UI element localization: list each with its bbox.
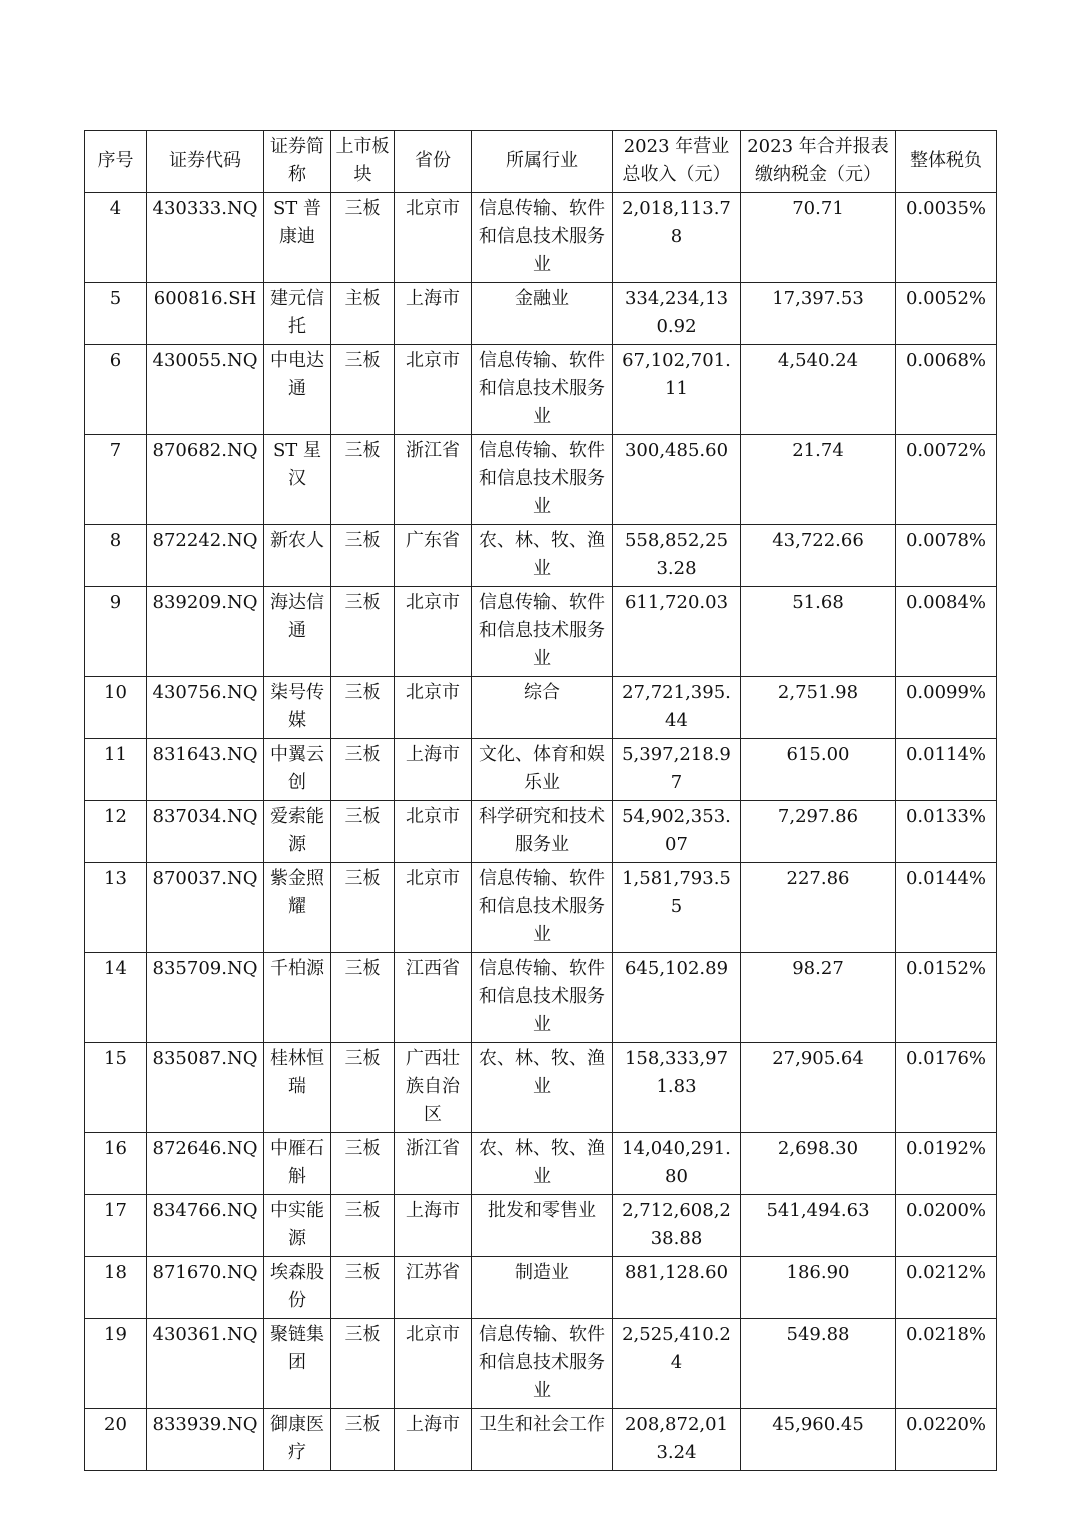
cell-tax-burden: 0.0078% (896, 525, 997, 587)
table-row (85, 1319, 997, 1409)
cell-code: 831643.NQ (147, 739, 264, 801)
cell-tax: 7,297.86 (741, 801, 896, 863)
cell-industry: 信息传输、软件和信息技术服务业 (472, 435, 613, 525)
header-tax: 2023 年合并报表缴纳税金（元） (741, 131, 896, 193)
cell-industry: 信息传输、软件和信息技术服务业 (472, 863, 613, 953)
table-row (85, 345, 997, 435)
cell-index: 15 (85, 1043, 147, 1133)
cell-revenue: 27,721,395.44 (613, 677, 741, 739)
table-row (85, 193, 997, 283)
table-row (85, 677, 997, 739)
cell-index: 13 (85, 863, 147, 953)
cell-board: 三板 (331, 587, 395, 677)
cell-tax-burden: 0.0220% (896, 1409, 997, 1471)
cell-tax: 541,494.63 (741, 1195, 896, 1257)
cell-index: 9 (85, 587, 147, 677)
cell-revenue: 2,712,608,238.88 (613, 1195, 741, 1257)
cell-province: 上海市 (395, 283, 472, 345)
cell-short-name: ST 普康迪 (264, 193, 331, 283)
table-row (85, 801, 997, 863)
cell-board: 三板 (331, 193, 395, 283)
cell-code: 872646.NQ (147, 1133, 264, 1195)
cell-tax: 615.00 (741, 739, 896, 801)
cell-industry: 卫生和社会工作 (472, 1409, 613, 1471)
cell-industry: 信息传输、软件和信息技术服务业 (472, 345, 613, 435)
cell-province: 北京市 (395, 863, 472, 953)
table-header-row (85, 131, 997, 193)
cell-province: 浙江省 (395, 1133, 472, 1195)
table-row (85, 283, 997, 345)
cell-industry: 农、林、牧、渔业 (472, 1133, 613, 1195)
table-row (85, 863, 997, 953)
cell-board: 三板 (331, 345, 395, 435)
cell-code: 871670.NQ (147, 1257, 264, 1319)
cell-code: 839209.NQ (147, 587, 264, 677)
cell-revenue: 5,397,218.97 (613, 739, 741, 801)
cell-board: 三板 (331, 1319, 395, 1409)
cell-industry: 综合 (472, 677, 613, 739)
cell-tax: 45,960.45 (741, 1409, 896, 1471)
cell-tax: 21.74 (741, 435, 896, 525)
cell-industry: 农、林、牧、渔业 (472, 525, 613, 587)
cell-tax-burden: 0.0152% (896, 953, 997, 1043)
cell-industry: 金融业 (472, 283, 613, 345)
cell-revenue: 881,128.60 (613, 1257, 741, 1319)
cell-revenue: 334,234,130.92 (613, 283, 741, 345)
cell-board: 三板 (331, 1195, 395, 1257)
cell-tax-burden: 0.0218% (896, 1319, 997, 1409)
cell-tax-burden: 0.0052% (896, 283, 997, 345)
cell-index: 10 (85, 677, 147, 739)
cell-code: 835709.NQ (147, 953, 264, 1043)
cell-code: 600816.SH (147, 283, 264, 345)
cell-province: 上海市 (395, 739, 472, 801)
table-row (85, 1257, 997, 1319)
cell-industry: 信息传输、软件和信息技术服务业 (472, 1319, 613, 1409)
table-row (85, 1133, 997, 1195)
cell-revenue: 1,581,793.55 (613, 863, 741, 953)
cell-short-name: 新农人 (264, 525, 331, 587)
cell-revenue: 54,902,353.07 (613, 801, 741, 863)
cell-code: 833939.NQ (147, 1409, 264, 1471)
cell-tax: 2,751.98 (741, 677, 896, 739)
cell-index: 18 (85, 1257, 147, 1319)
cell-industry: 批发和零售业 (472, 1195, 613, 1257)
table-row (85, 1409, 997, 1471)
cell-index: 6 (85, 345, 147, 435)
cell-code: 835087.NQ (147, 1043, 264, 1133)
cell-short-name: 紫金照耀 (264, 863, 331, 953)
cell-revenue: 14,040,291.80 (613, 1133, 741, 1195)
cell-province: 上海市 (395, 1409, 472, 1471)
cell-code: 430055.NQ (147, 345, 264, 435)
cell-revenue: 611,720.03 (613, 587, 741, 677)
cell-tax-burden: 0.0200% (896, 1195, 997, 1257)
cell-tax: 549.88 (741, 1319, 896, 1409)
cell-short-name: 爱索能源 (264, 801, 331, 863)
cell-province: 上海市 (395, 1195, 472, 1257)
cell-code: 430333.NQ (147, 193, 264, 283)
cell-code: 430361.NQ (147, 1319, 264, 1409)
cell-index: 19 (85, 1319, 147, 1409)
table-row (85, 587, 997, 677)
cell-tax-burden: 0.0192% (896, 1133, 997, 1195)
cell-tax-burden: 0.0072% (896, 435, 997, 525)
cell-index: 11 (85, 739, 147, 801)
cell-tax: 43,722.66 (741, 525, 896, 587)
cell-tax: 27,905.64 (741, 1043, 896, 1133)
cell-short-name: 埃森股份 (264, 1257, 331, 1319)
header-tax-burden: 整体税负 (896, 131, 997, 193)
cell-industry: 文化、体育和娱乐业 (472, 739, 613, 801)
cell-revenue: 208,872,013.24 (613, 1409, 741, 1471)
cell-tax-burden: 0.0099% (896, 677, 997, 739)
cell-tax-burden: 0.0176% (896, 1043, 997, 1133)
cell-tax: 17,397.53 (741, 283, 896, 345)
cell-province: 北京市 (395, 193, 472, 283)
header-code: 证券代码 (147, 131, 264, 193)
cell-board: 三板 (331, 953, 395, 1043)
cell-short-name: 海达信通 (264, 587, 331, 677)
cell-tax-burden: 0.0084% (896, 587, 997, 677)
cell-short-name: 中雁石斛 (264, 1133, 331, 1195)
cell-board: 主板 (331, 283, 395, 345)
cell-province: 江西省 (395, 953, 472, 1043)
cell-code: 872242.NQ (147, 525, 264, 587)
header-board: 上市板块 (331, 131, 395, 193)
cell-industry: 信息传输、软件和信息技术服务业 (472, 193, 613, 283)
cell-short-name: ST 星汉 (264, 435, 331, 525)
cell-short-name: 柒号传媒 (264, 677, 331, 739)
header-province: 省份 (395, 131, 472, 193)
cell-province: 北京市 (395, 801, 472, 863)
cell-revenue: 67,102,701.11 (613, 345, 741, 435)
cell-index: 7 (85, 435, 147, 525)
cell-board: 三板 (331, 1133, 395, 1195)
cell-short-name: 桂林恒瑞 (264, 1043, 331, 1133)
cell-revenue: 2,525,410.24 (613, 1319, 741, 1409)
cell-index: 16 (85, 1133, 147, 1195)
cell-revenue: 558,852,253.28 (613, 525, 741, 587)
cell-board: 三板 (331, 863, 395, 953)
cell-index: 14 (85, 953, 147, 1043)
cell-revenue: 2,018,113.78 (613, 193, 741, 283)
cell-tax: 98.27 (741, 953, 896, 1043)
table-row (85, 1043, 997, 1133)
cell-industry: 信息传输、软件和信息技术服务业 (472, 953, 613, 1043)
cell-board: 三板 (331, 525, 395, 587)
cell-province: 浙江省 (395, 435, 472, 525)
cell-board: 三板 (331, 1043, 395, 1133)
cell-code: 870037.NQ (147, 863, 264, 953)
cell-board: 三板 (331, 677, 395, 739)
header-index: 序号 (85, 131, 147, 193)
cell-short-name: 聚链集团 (264, 1319, 331, 1409)
cell-tax: 70.71 (741, 193, 896, 283)
cell-tax: 4,540.24 (741, 345, 896, 435)
cell-tax: 227.86 (741, 863, 896, 953)
cell-code: 834766.NQ (147, 1195, 264, 1257)
cell-industry: 制造业 (472, 1257, 613, 1319)
cell-code: 837034.NQ (147, 801, 264, 863)
cell-board: 三板 (331, 1409, 395, 1471)
cell-short-name: 御康医疗 (264, 1409, 331, 1471)
cell-province: 广东省 (395, 525, 472, 587)
cell-province: 北京市 (395, 677, 472, 739)
cell-industry: 信息传输、软件和信息技术服务业 (472, 587, 613, 677)
cell-province: 北京市 (395, 1319, 472, 1409)
cell-index: 5 (85, 283, 147, 345)
cell-province: 北京市 (395, 345, 472, 435)
cell-short-name: 中电达通 (264, 345, 331, 435)
cell-tax-burden: 0.0212% (896, 1257, 997, 1319)
cell-tax: 186.90 (741, 1257, 896, 1319)
cell-tax-burden: 0.0144% (896, 863, 997, 953)
cell-tax-burden: 0.0035% (896, 193, 997, 283)
cell-tax-burden: 0.0133% (896, 801, 997, 863)
cell-board: 三板 (331, 801, 395, 863)
cell-tax: 51.68 (741, 587, 896, 677)
cell-tax: 2,698.30 (741, 1133, 896, 1195)
cell-tax-burden: 0.0068% (896, 345, 997, 435)
cell-revenue: 645,102.89 (613, 953, 741, 1043)
header-industry: 所属行业 (472, 131, 613, 193)
cell-index: 20 (85, 1409, 147, 1471)
cell-index: 17 (85, 1195, 147, 1257)
cell-board: 三板 (331, 435, 395, 525)
table-row (85, 525, 997, 587)
cell-board: 三板 (331, 1257, 395, 1319)
cell-industry: 科学研究和技术服务业 (472, 801, 613, 863)
cell-index: 8 (85, 525, 147, 587)
cell-revenue: 300,485.60 (613, 435, 741, 525)
cell-province: 广西壮族自治区 (395, 1043, 472, 1133)
cell-industry: 农、林、牧、渔业 (472, 1043, 613, 1133)
table-row (85, 739, 997, 801)
table-body (85, 193, 997, 1471)
cell-code: 430756.NQ (147, 677, 264, 739)
tax-burden-table (84, 130, 997, 1471)
cell-province: 北京市 (395, 587, 472, 677)
cell-code: 870682.NQ (147, 435, 264, 525)
cell-province: 江苏省 (395, 1257, 472, 1319)
cell-tax-burden: 0.0114% (896, 739, 997, 801)
header-short-name: 证券简称 (264, 131, 331, 193)
table-row (85, 435, 997, 525)
cell-short-name: 建元信托 (264, 283, 331, 345)
cell-index: 4 (85, 193, 147, 283)
table-row (85, 953, 997, 1043)
header-revenue: 2023 年营业总收入（元） (613, 131, 741, 193)
cell-revenue: 158,333,971.83 (613, 1043, 741, 1133)
cell-index: 12 (85, 801, 147, 863)
cell-board: 三板 (331, 739, 395, 801)
cell-short-name: 中翼云创 (264, 739, 331, 801)
table-row (85, 1195, 997, 1257)
cell-short-name: 中实能源 (264, 1195, 331, 1257)
cell-short-name: 千柏源 (264, 953, 331, 1043)
